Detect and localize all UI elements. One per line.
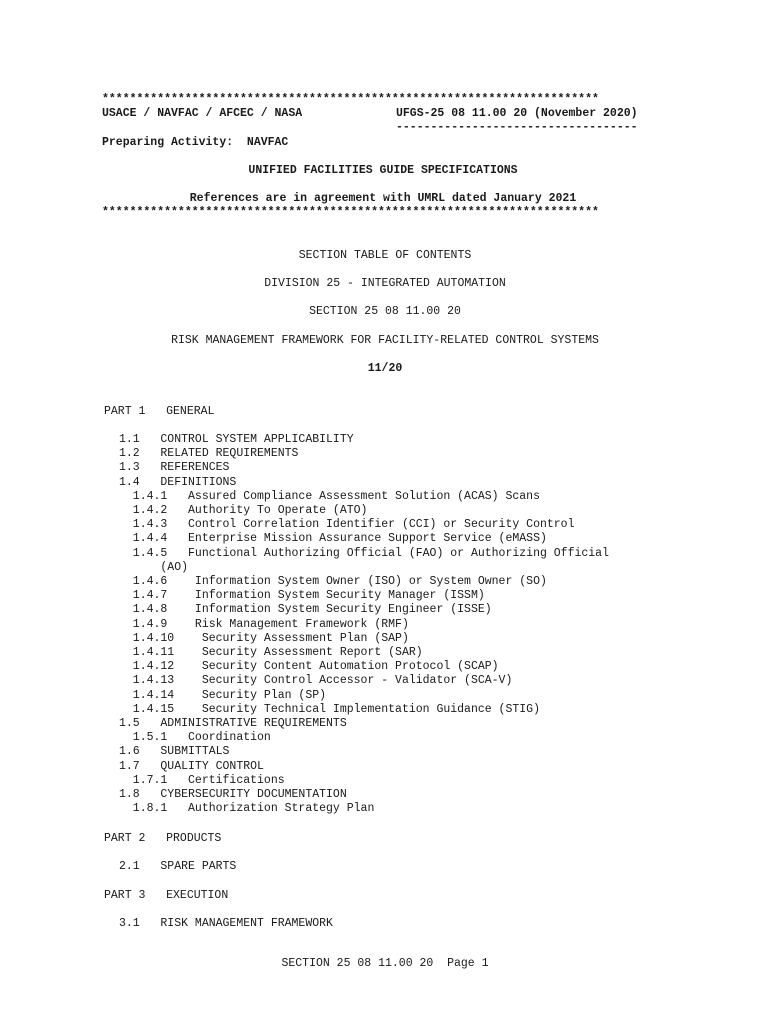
references-note: References are in agreement with UMRL dated January 2021	[189, 192, 577, 205]
toc-entry: 1.6 SUBMITTALS	[119, 745, 230, 759]
guide-title: UNIFIED FACILITIES GUIDE SPECIFICATIONS	[248, 164, 518, 177]
section-name: RISK MANAGEMENT FRAMEWORK FOR FACILITY-RELATED CONTROL SYSTEMS	[171, 334, 599, 347]
division-heading: DIVISION 25 - INTEGRATED AUTOMATION	[264, 277, 506, 290]
preparing-activity: Preparing Activity: NAVFAC	[102, 136, 289, 149]
part-1-heading: PART 1 GENERAL	[104, 405, 215, 418]
section-date: 11/20	[367, 362, 403, 375]
toc-entry: 1.4.6 Information System Owner (ISO) or System Owner (SO)	[119, 575, 547, 588]
toc-entry: 1.8 CYBERSECURITY DOCUMENTATION	[119, 788, 347, 801]
toc-entry: 1.4.13 Security Control Accessor - Validator (SCA-V)	[119, 674, 513, 688]
toc-entry: 1.4.3 Control Correlation Identifier (CCI) or Security Control	[119, 518, 575, 532]
toc-entry: 1.2 RELATED REQUIREMENTS	[119, 447, 299, 461]
agencies-header: USACE / NAVFAC / AFCEC / NASA	[102, 107, 303, 120]
toc-entry: 1.4.8 Information System Security Engineer (ISSE)	[119, 603, 492, 617]
toc-entry: 2.1 SPARE PARTS	[119, 860, 237, 873]
toc-entry: 1.4.9 Risk Management Framework (RMF)	[119, 617, 409, 631]
section-heading: SECTION 25 08 11.00 20	[309, 305, 461, 318]
ufgs-number-underline: -----------------------------------	[396, 121, 638, 134]
part-3-heading: PART 3 EXECUTION	[104, 889, 229, 902]
toc-entry: 1.4.14 Security Plan (SP)	[119, 688, 327, 702]
asterisk-rule-bottom: ************************************************************************	[102, 206, 599, 219]
toc-entry: 1.5.1 Coordination	[119, 731, 271, 745]
toc-entry: (AO)	[119, 560, 189, 574]
toc-entry: 1.4 DEFINITIONS	[119, 475, 237, 489]
page-footer: SECTION 25 08 11.00 20 Page 1	[281, 957, 489, 970]
toc-heading: SECTION TABLE OF CONTENTS	[298, 249, 472, 262]
toc-entry: 1.4.15 Security Technical Implementation Guidance (STIG)	[119, 702, 540, 716]
toc-entry: 1.4.10 Security Assessment Plan (SAP)	[119, 631, 409, 645]
toc-entry: 1.7 QUALITY CONTROL	[119, 759, 264, 773]
toc-entry: 1.4.1 Assured Compliance Assessment Solution (ACAS) Scans	[119, 489, 540, 503]
toc-entry: 1.3 REFERENCES	[119, 461, 230, 475]
toc-entry: 1.1 CONTROL SYSTEM APPLICABILITY	[119, 433, 354, 446]
toc-entry: 1.8.1 Authorization Strategy Plan	[119, 802, 375, 816]
part-2-heading: PART 2 PRODUCTS	[104, 832, 222, 845]
ufgs-number: UFGS-25 08 11.00 20 (November 2020)	[396, 107, 638, 120]
toc-entry: 1.4.12 Security Content Automation Protocol (SCAP)	[119, 660, 499, 674]
toc-entry: 1.4.7 Information System Security Manager (ISSM)	[119, 589, 485, 603]
asterisk-rule-top: ************************************************************************	[102, 93, 599, 106]
toc-entry: 1.4.5 Functional Authorizing Official (FAO) or Authorizing Official	[119, 546, 609, 560]
toc-entry: 1.4.4 Enterprise Mission Assurance Support Service (eMASS)	[119, 532, 547, 546]
toc-entry: 1.4.2 Authority To Operate (ATO)	[119, 504, 368, 517]
toc-entry: 1.5 ADMINISTRATIVE REQUIREMENTS	[119, 717, 347, 730]
toc-entry: 1.7.1 Certifications	[119, 773, 285, 787]
toc-entry: 3.1 RISK MANAGEMENT FRAMEWORK	[119, 917, 333, 930]
toc-entry: 1.4.11 Security Assessment Report (SAR)	[119, 646, 423, 659]
